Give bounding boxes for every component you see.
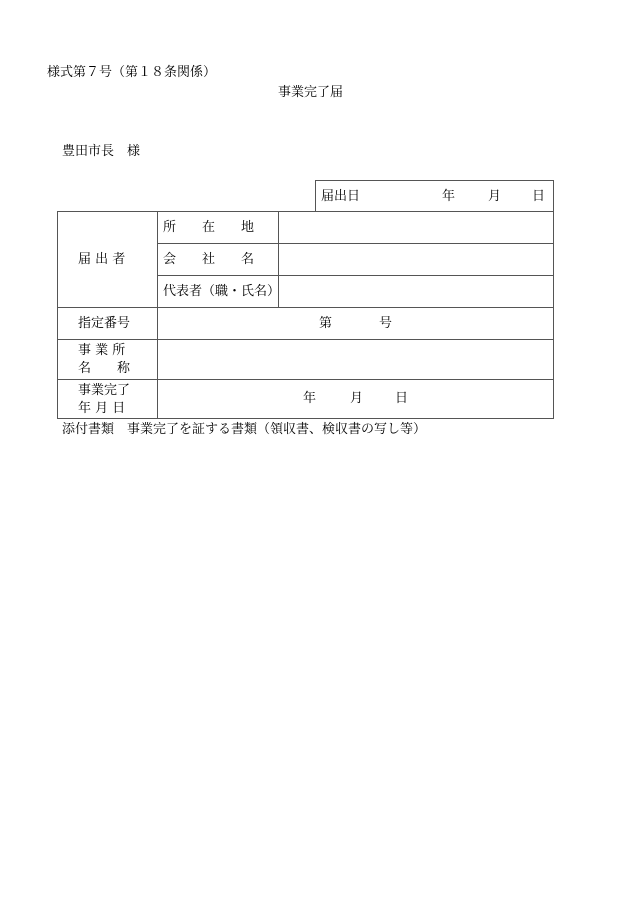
row-divider xyxy=(57,307,554,308)
completion-date-label-line1: 事業完了 xyxy=(78,383,131,398)
company-name-label: 会 社 名 xyxy=(163,252,255,267)
date-month-label: 月 xyxy=(488,189,502,204)
office-name-field[interactable] xyxy=(158,340,553,379)
notification-date-label: 届出日 xyxy=(321,189,361,204)
completion-year-label: 年 xyxy=(303,391,317,406)
designation-prefix: 第 xyxy=(319,316,333,331)
addressee: 豊田市長 様 xyxy=(62,144,141,159)
location-field[interactable] xyxy=(279,212,553,243)
representative-label: 代表者（職・氏名） xyxy=(163,284,281,299)
designation-number-label: 指定番号 xyxy=(78,316,131,331)
completion-day-label: 日 xyxy=(395,391,409,406)
date-year-label: 年 xyxy=(442,189,456,204)
completion-date-label-line2: 年 月 日 xyxy=(78,401,126,416)
designation-suffix: 号 xyxy=(379,316,393,331)
location-label: 所 在 地 xyxy=(163,220,255,235)
attachments-note: 添付書類 事業完了を証する書類（領収書、検収書の写し等） xyxy=(62,422,427,437)
company-name-field[interactable] xyxy=(279,244,553,275)
row-divider xyxy=(57,379,554,380)
office-name-label-line1: 事 業 所 xyxy=(78,343,126,358)
completion-month-label: 月 xyxy=(350,391,364,406)
office-name-label-line2: 名 称 xyxy=(78,361,131,376)
notifier-label: 届 出 者 xyxy=(78,252,126,267)
designation-number-field[interactable] xyxy=(335,308,377,339)
column-divider xyxy=(157,211,158,419)
date-day-label: 日 xyxy=(532,189,546,204)
document-title: 事業完了届 xyxy=(278,85,344,100)
form-number: 様式第７号（第１８条関係） xyxy=(47,65,217,80)
representative-field[interactable] xyxy=(279,276,553,307)
